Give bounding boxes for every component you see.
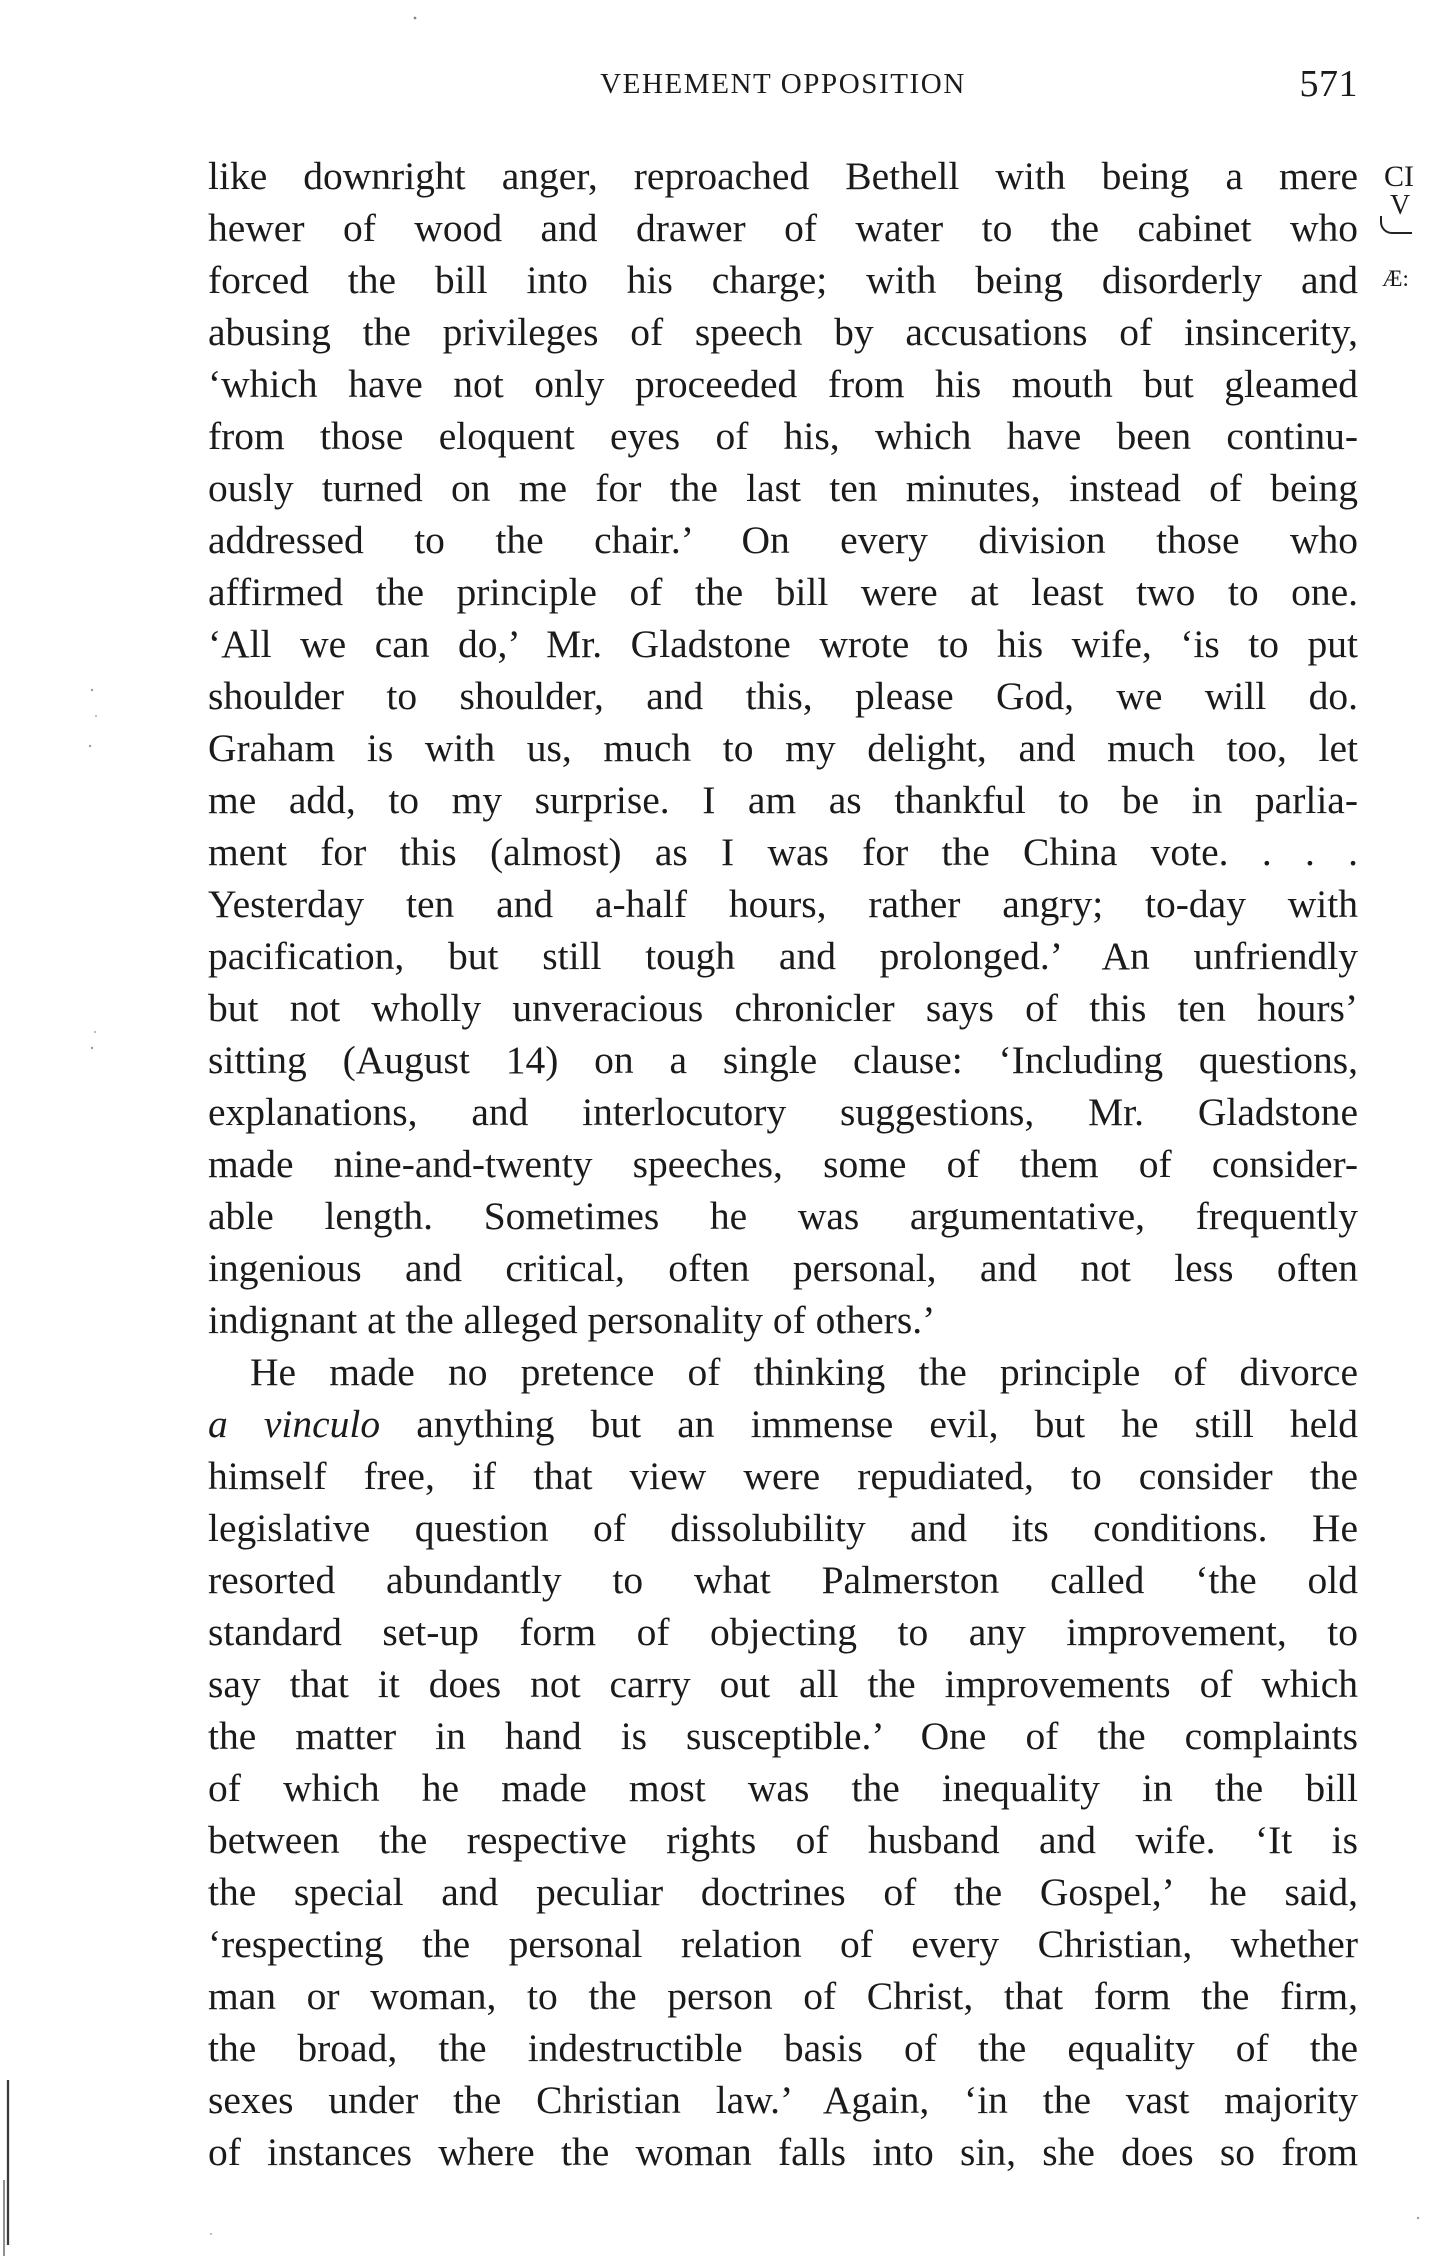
text-line: like downright anger, reproached Bethell with being a mere [208, 154, 1358, 198]
text-line: legislative question of dissolubility and its conditions. He [208, 1506, 1358, 1550]
margin-note-line: Æ: [1382, 266, 1409, 291]
text-line: ‘All we can do,’ Mr. Gladstone wrote to his wife, ‘is to put [208, 622, 1358, 666]
text-line: explanations, and interlocutory suggestions, Mr. Gladstone [208, 1090, 1358, 1134]
text-line: abusing the privileges of speech by accusations of insincerity, [208, 310, 1358, 354]
text-line: made nine-and-twenty speeches, some of them of consider- [208, 1142, 1358, 1186]
text-line: the special and peculiar doctrines of the Gospel,’ he said, [208, 1870, 1358, 1914]
text-line: shoulder to shoulder, and this, please God, we will do. [208, 674, 1358, 718]
margin-bracket [1380, 216, 1412, 234]
text-line: ously turned on me for the last ten minutes, instead of being [208, 466, 1358, 510]
text-line: me add, to my surprise. I am as thankful to be in parlia- [208, 778, 1358, 822]
text-line: addressed to the chair.’ On every division those who [208, 518, 1358, 562]
text-line: of which he made most was the inequality in the bill [208, 1766, 1358, 1810]
text-line: sitting (August 14) on a single clause: ‘Including questions, [208, 1038, 1358, 1082]
text-line: pacification, but still tough and prolonged.’ An unfriendly [208, 934, 1358, 978]
text-line: ‘which have not only proceeded from his mouth but gleamed [208, 362, 1358, 406]
page-number: 571 [1299, 63, 1358, 105]
speckle [95, 715, 97, 717]
latin-phrase: a vinculo [208, 1402, 381, 1446]
text-line: the broad, the indestructible basis of the equality of the [208, 2026, 1358, 2070]
speckle [91, 1047, 93, 1049]
text-line: of instances where the woman falls into sin, she does so from [208, 2130, 1358, 2174]
text-line-with-italic [208, 1398, 1358, 1450]
text-line: man or woman, to the person of Christ, that form the firm, [208, 1974, 1358, 2018]
text-line: hewer of wood and drawer of water to the cabinet who [208, 206, 1358, 250]
speckle [89, 745, 91, 747]
text-line: Yesterday ten and a-half hours, rather angry; to-day with [208, 882, 1358, 926]
text-line: the matter in hand is susceptible.’ One of the complaints [208, 1714, 1358, 1758]
running-title: VEHEMENT OPPOSITION [600, 68, 966, 100]
text-line: forced the bill into his charge; with being disorderly and [208, 258, 1358, 302]
text-line: Graham is with us, much to my delight, and much too, let [208, 726, 1358, 770]
speckle [210, 2233, 212, 2235]
text-line: ‘respecting the personal relation of every Christian, whether [208, 1922, 1358, 1966]
text-line: himself free, if that view were repudiated, to consider the [208, 1454, 1358, 1498]
body-text [208, 150, 1358, 2178]
text-line: say that it does not carry out all the improvements of which [208, 1662, 1358, 1706]
running-head [208, 62, 1358, 110]
paragraph-start-line: He made no pretence of thinking the principle of divorce [250, 1350, 1358, 1394]
text-line: between the respective rights of husband and wife. ‘It is [208, 1818, 1358, 1862]
margin-note-line: V [1390, 190, 1411, 221]
paragraph-end-line: indignant at the alleged personality of others.’ [208, 1298, 936, 1342]
text-line: able length. Sometimes he was argumentative, frequently [208, 1194, 1358, 1238]
margin-note-line: CI [1384, 160, 1414, 193]
speckle [414, 17, 417, 20]
text-line: resorted abundantly to what Palmerston called ‘the old [208, 1558, 1358, 1602]
speckle [91, 689, 93, 691]
text-line: sexes under the Christian law.’ Again, ‘in the vast majority [208, 2078, 1358, 2122]
speckle [1417, 2217, 1419, 2219]
text-line: standard set-up form of objecting to any improvement, to [208, 1610, 1358, 1654]
text-line: from those eloquent eyes of his, which have been continu- [208, 414, 1358, 458]
text-line: but not wholly unveracious chronicler says of this ten hours’ [208, 986, 1358, 1030]
text-line: ingenious and critical, often personal, and not less often [208, 1246, 1358, 1290]
text-line: ment for this (almost) as I was for the China vote. . . . [208, 830, 1358, 874]
text-line: affirmed the principle of the bill were at least two to one. [208, 570, 1358, 614]
speckle [94, 1031, 96, 1033]
text-line-rest: anything but an immense evil, but he still held [380, 1402, 1358, 1446]
